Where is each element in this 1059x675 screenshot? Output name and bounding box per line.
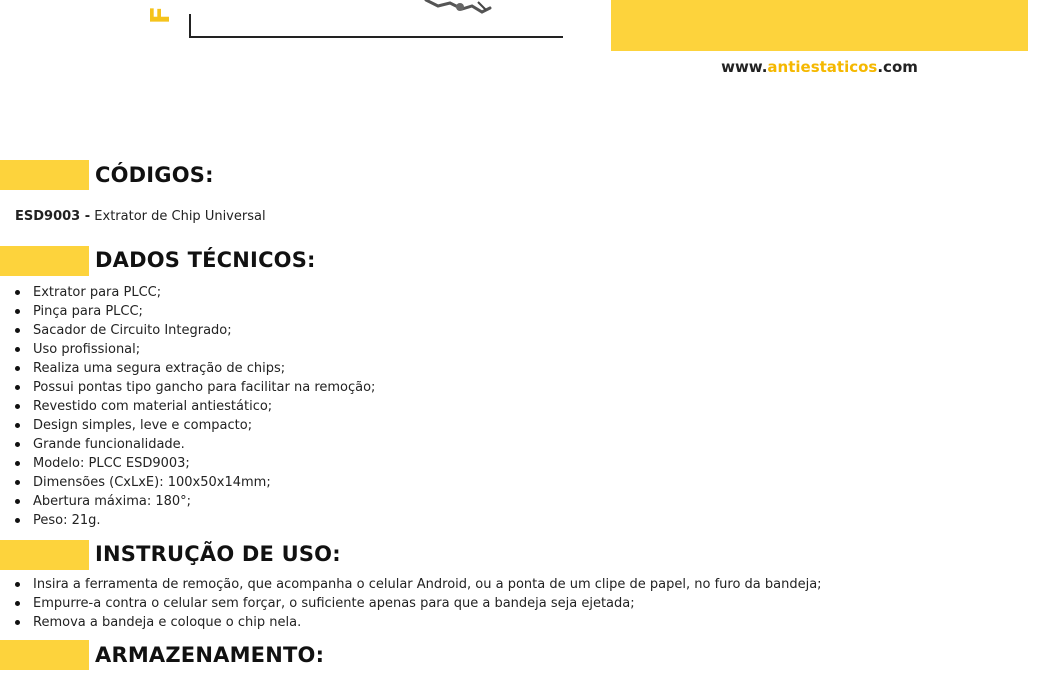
- header-rule-horizontal: [189, 36, 563, 38]
- list-item: Grande funcionalidade.: [0, 435, 375, 454]
- technical-list: [0, 283, 375, 530]
- header-letter: F: [146, 6, 176, 24]
- url-suffix: .com: [877, 58, 918, 76]
- section-title-dados-tecnicos: DADOS TÉCNICOS:: [95, 248, 316, 272]
- section-title-instrucao: INSTRUÇÃO DE USO:: [95, 542, 341, 566]
- list-item: Uso profissional;: [0, 340, 375, 359]
- list-item: Revestido com material antiestático;: [0, 397, 375, 416]
- section-title-armazenamento: ARMAZENAMENTO:: [95, 643, 325, 667]
- section-bar-codigos: [0, 160, 89, 190]
- url-prefix: www.: [721, 58, 768, 76]
- section-bar-dados-tecnicos: [0, 246, 89, 276]
- chip-extractor-tool-icon: [420, 0, 500, 14]
- list-item: Modelo: PLCC ESD9003;: [0, 454, 375, 473]
- url-accent: antiestaticos: [767, 58, 878, 76]
- list-item: Design simples, leve e compacto;: [0, 416, 375, 435]
- list-item: Realiza uma segura extração de chips;: [0, 359, 375, 378]
- list-item: Extrator para PLCC;: [0, 283, 375, 302]
- instructions-list: [0, 575, 822, 632]
- section-title-codigos: CÓDIGOS:: [95, 163, 214, 187]
- header-rule-vertical: [189, 14, 191, 38]
- list-item: Remova a bandeja e coloque o chip nela.: [0, 613, 822, 632]
- list-item: Insira a ferramenta de remoção, que acompanha o celular Android, ou a ponta de um clipe de papel, no furo da bandeja;: [0, 575, 822, 594]
- list-item: Pinça para PLCC;: [0, 302, 375, 321]
- list-item: Dimensões (CxLxE): 100x50x14mm;: [0, 473, 375, 492]
- website-url[interactable]: [611, 58, 1028, 76]
- list-item: Abertura máxima: 180°;: [0, 492, 375, 511]
- list-item: Possui pontas tipo gancho para facilitar na remoção;: [0, 378, 375, 397]
- list-item: Peso: 21g.: [0, 511, 375, 530]
- list-item: Empurre-a contra o celular sem forçar, o suficiente apenas para que a bandeja seja ejetada;: [0, 594, 822, 613]
- section-bar-instrucao: [0, 540, 89, 570]
- header-banner: [611, 0, 1028, 51]
- product-code: ESD9003 -: [15, 209, 91, 224]
- list-item: Sacador de Circuito Integrado;: [0, 321, 375, 340]
- product-description: Extrator de Chip Universal: [94, 209, 266, 224]
- section-bar-armazenamento: [0, 640, 89, 670]
- product-code-line: [15, 209, 266, 224]
